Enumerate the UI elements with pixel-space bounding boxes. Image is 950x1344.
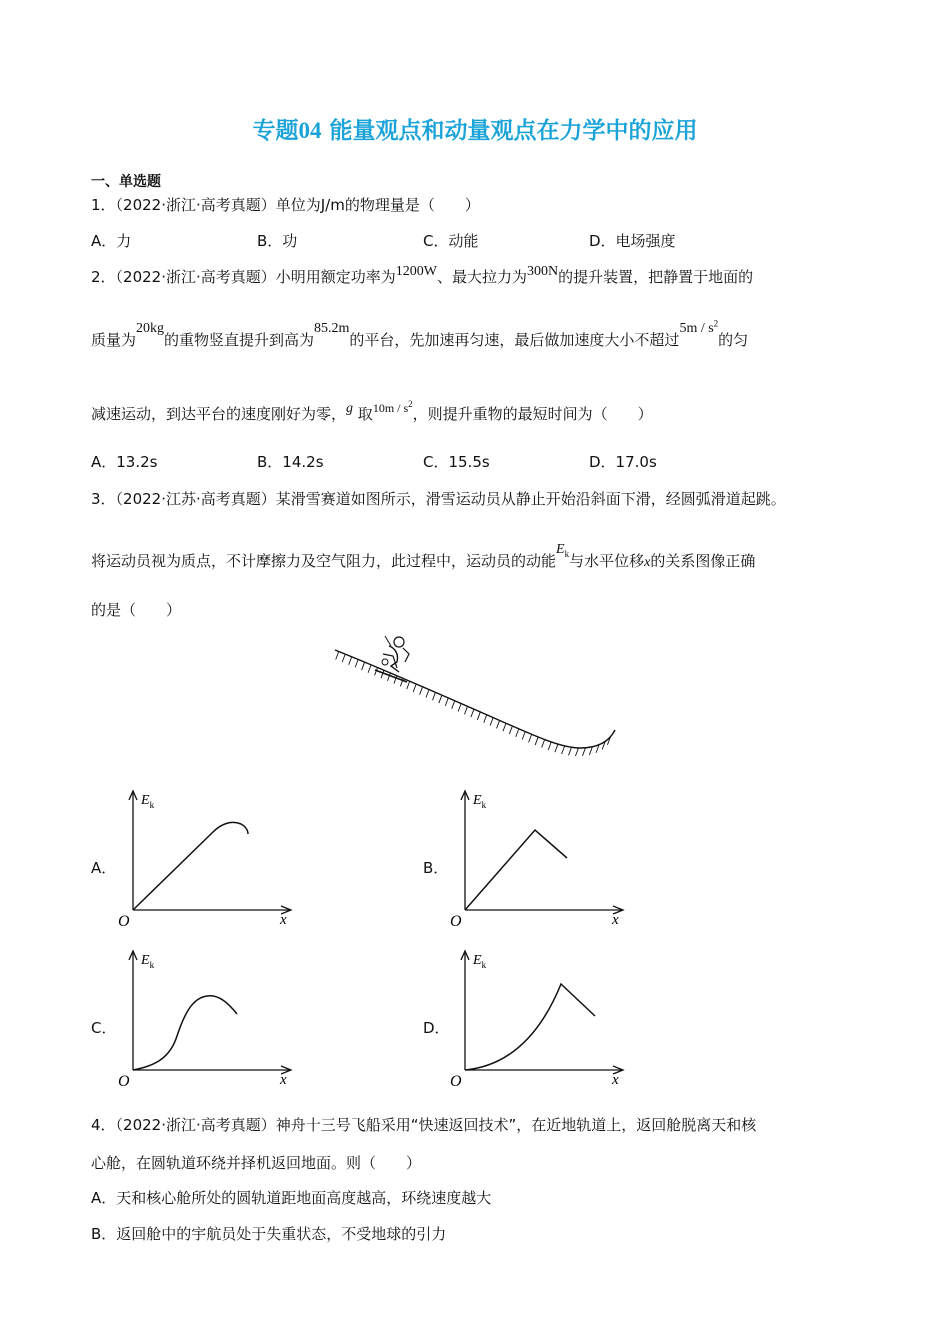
hatch-mark [503,723,506,731]
hatch-mark [568,747,571,755]
x-axis-label: x [280,1072,287,1088]
question-3-line-3: 的是（ ） [91,601,182,619]
origin-label: O [118,1073,130,1090]
hatch-mark [458,703,461,711]
option-d[interactable]: D．17.0s [589,453,657,471]
graph-b [447,788,637,928]
graph-c [115,948,305,1088]
x-axis-label: x [280,912,287,928]
hatch-mark [362,662,365,670]
hatch-mark [349,657,352,665]
option-b[interactable]: B．14.2s [257,453,324,471]
ek-curve [133,996,237,1070]
hatch-mark [548,742,551,750]
hatch-mark [452,701,455,709]
hatch-mark [522,732,525,740]
hatch-mark [368,665,371,673]
hatch-mark [439,695,442,703]
hatch-mark [589,747,592,755]
hatch-mark [535,737,538,745]
ek-curve [465,830,567,910]
graph-d-label[interactable]: D． [423,1019,450,1037]
question-3-line-1: 3．（2022·江苏·高考真题）某滑雪赛道如图所示，滑雪运动员从静止开始沿斜面下滑，经圆弧滑道起跳。 [91,490,786,508]
option-c[interactable]: C．15.5s [423,453,490,471]
option-c[interactable]: C．动能 [423,232,479,250]
origin-label: O [450,913,462,930]
ski-track-figure [325,630,625,770]
hatch-mark [413,684,416,692]
hatch-mark [497,720,500,728]
hatch-mark [516,729,519,737]
hatch-mark [407,681,410,689]
hatch-mark [509,726,512,734]
hatch-mark [562,746,565,754]
hatch-mark [484,715,487,723]
page-title: 专题04 能量观点和动量观点在力学中的应用 [252,118,698,144]
origin-label: O [450,1073,462,1090]
y-axis-label: $E_k$ [141,953,155,970]
hatch-mark [471,709,474,717]
question-4-line-1: 4．（2022·浙江·高考真题）神舟十三号飞船采用“快速返回技术”，在近地轨道上，返回舱脱离天和核 [91,1116,757,1134]
option-b[interactable]: B．功 [257,232,298,250]
question-2-line-1: 2．（2022·浙江·高考真题）小明用额定功率为1200W、最大拉力为300N的提升装置，把静置于地面的 [91,264,754,286]
hatch-mark [432,692,435,700]
hatch-mark [582,748,585,756]
y-axis-label: $E_k$ [473,793,487,810]
ek-curve [133,822,248,910]
hatch-mark [490,718,493,726]
hatch-mark [542,740,545,748]
track-surface [335,650,615,748]
x-axis-label: x [612,1072,619,1088]
graph-c-label[interactable]: C． [91,1019,117,1037]
hatch-mark [477,712,480,720]
origin-label: O [118,913,130,930]
hatch-mark [381,670,384,678]
hatch-mark [465,706,468,714]
hatch-mark [575,748,578,756]
option-a[interactable]: A．13.2s [91,453,158,471]
option-a[interactable]: A．天和核心舱所处的圆轨道距地面高度越高，环绕速度越大 [91,1189,492,1207]
hatch-mark [420,687,423,695]
hatch-mark [555,744,558,752]
hatch-mark [445,698,448,706]
y-axis-label: $E_k$ [141,793,155,810]
hatch-mark [336,651,339,659]
hatch-mark [529,734,532,742]
option-d[interactable]: D．电场强度 [589,232,676,250]
question-2-line-2: 质量为20kg的重物竖直提升到高为85.2m的平台，先加速再匀速，最后做加速度大小不超过$5m / s^2$的匀 [91,318,749,349]
question-3-line-2: 将运动员视为质点，不计摩擦力及空气阻力，此过程中，运动员的动能$E_k$与水平位移x的关系图像正确 [91,542,756,570]
question-1-stem: 1．（2022·浙江·高考真题）单位为J/m的物理量是（ ） [91,196,480,214]
y-axis-label: $E_k$ [473,953,487,970]
graph-a-label[interactable]: A． [91,859,117,877]
option-b[interactable]: B．返回舱中的宇航员处于失重状态，不受地球的引力 [91,1225,447,1243]
graph-d [447,948,637,1088]
graph-b-label[interactable]: B． [423,859,449,877]
hatch-mark [342,654,345,662]
option-a[interactable]: A．力 [91,232,132,250]
hatch-mark [426,689,429,697]
section-label: 一、单选题 [91,174,161,190]
hatch-mark [355,659,358,667]
graph-a [115,788,305,928]
ek-curve [465,984,595,1070]
x-axis-label: x [612,912,619,928]
skier-icon [375,636,409,682]
question-4-line-2: 心舱，在圆轨道环绕并择机返回地面。则（ ） [91,1154,422,1172]
question-2-line-3: 减速运动，到达平台的速度刚好为零，g 取$^{10m / s^2}$，则提升重物的最短时间为（ ） [91,399,653,423]
